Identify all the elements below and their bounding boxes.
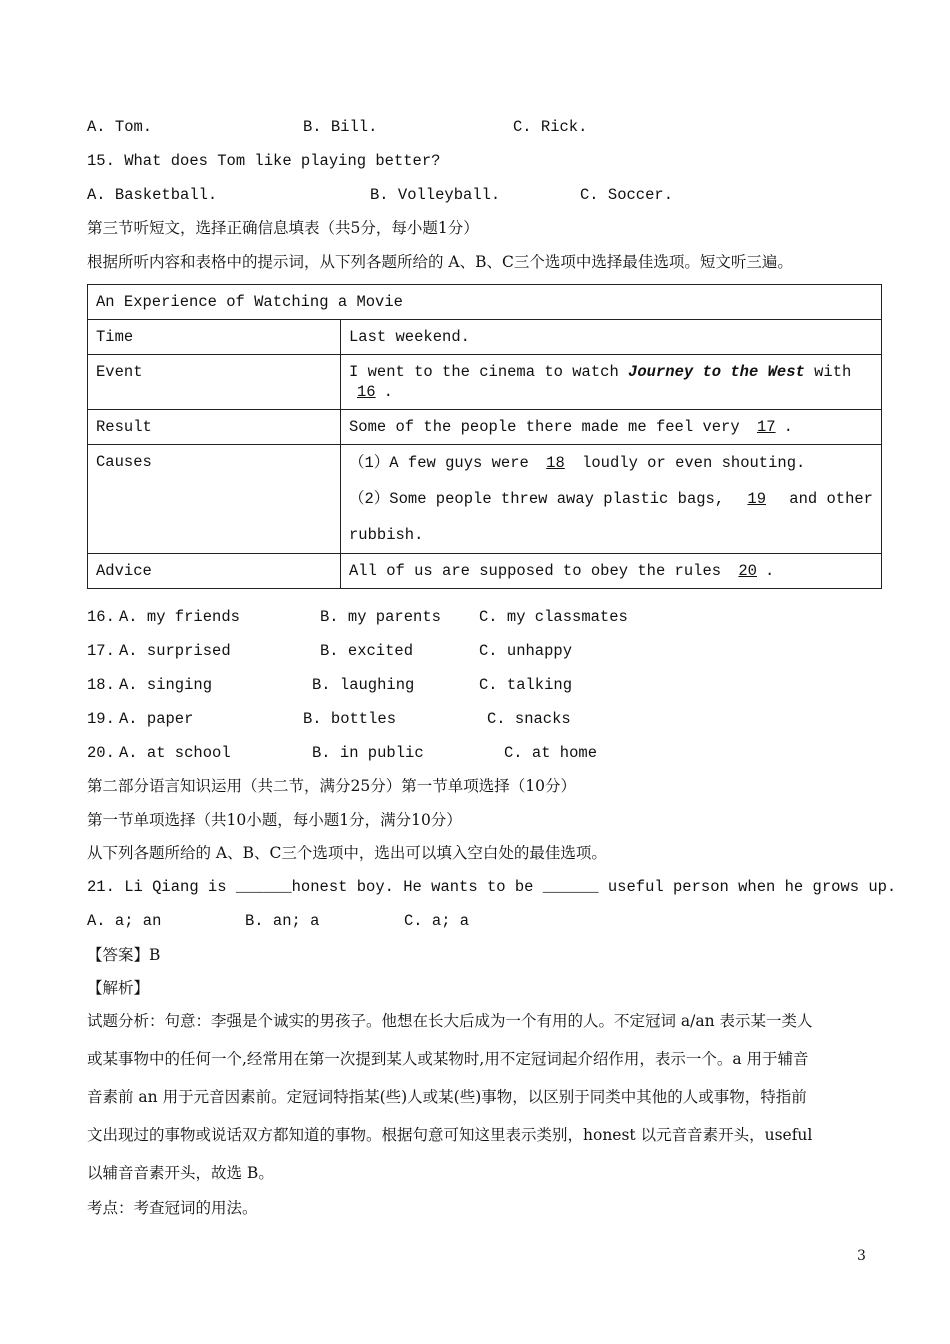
- q14-option-c: C. Rick.: [513, 118, 588, 136]
- option-a: A. at school: [119, 744, 231, 762]
- q21-question: 21. Li Qiang is ______honest boy. He wants to be ______ useful person when he grows up.: [87, 878, 897, 896]
- result-end: .: [783, 418, 793, 436]
- cause-2-continued: rubbish.: [349, 526, 424, 544]
- option-c: C. talking: [479, 676, 573, 694]
- option-c: C. my classmates: [479, 608, 628, 626]
- option-c: C. unhappy: [479, 642, 573, 660]
- answer-label: 【答案】B: [87, 946, 161, 964]
- option-b: B. bottles: [303, 710, 397, 728]
- table-row-time: [88, 320, 882, 355]
- analysis-line: 文出现过的事物或说话双方都知道的事物。根据句意可知这里表示类别，honest 以元音音素开头，useful: [87, 1126, 813, 1144]
- q15-option-c: C. Soccer.: [580, 186, 674, 204]
- q15-question: 15. What does Tom like playing better?: [87, 152, 441, 170]
- option-b: B. my parents: [320, 608, 441, 626]
- q15-option-a: A. Basketball.: [87, 186, 218, 204]
- q21-option-c: C. a; a: [404, 912, 470, 930]
- option-b: B. in public: [312, 744, 424, 762]
- blank-18: 18: [546, 454, 565, 472]
- table-row-causes: [88, 445, 882, 554]
- label-advice: Advice: [88, 554, 341, 589]
- value-advice: [341, 554, 882, 589]
- option-a: A. my friends: [119, 608, 240, 626]
- section3-instruction: 根据所听内容和表格中的提示词，从下列各题所给的 A、B、C三个选项中选择最佳选项。短文听三遍。: [87, 253, 793, 271]
- analysis-text: [87, 1002, 867, 1192]
- blank-17: 17: [756, 418, 776, 436]
- result-text-before: Some of the people there made me feel very: [349, 418, 740, 436]
- analysis-line: 音素前 an 用于元音因素前。定冠词特指某(些)人或某(些)事物，以区别于同类中其他的人或事物，特指前: [87, 1088, 807, 1106]
- blank-16: 16: [357, 383, 376, 401]
- analysis-line: 试题分析：句意：李强是个诚实的男孩子。他想在长大后成为一个有用的人。不定冠词 a/an 表示某一类人: [87, 1012, 813, 1030]
- table-row-advice: [88, 554, 882, 589]
- value-result: [341, 410, 882, 445]
- option-a: A. surprised: [119, 642, 231, 660]
- part2-title: 第二部分语言知识运用（共二节，满分25分）第一节单项选择（10分）: [87, 777, 576, 795]
- q14-option-a: A. Tom.: [87, 118, 153, 136]
- label-result: Result: [88, 410, 341, 445]
- analysis-line: 或某事物中的任何一个,经常用在第一次提到某人或某物时,用不定冠词起介绍作用，表示一个。a 用于辅音: [87, 1050, 809, 1068]
- table-row-event: [88, 355, 882, 410]
- table-title: An Experience of Watching a Movie: [88, 285, 882, 320]
- part2-subtitle: 第一节单项选择（共10小题，每小题1分，满分10分）: [87, 811, 462, 829]
- experience-table: [87, 284, 882, 589]
- analysis-line: 以辅音音素开头，故选 B。: [87, 1164, 274, 1182]
- q14-option-b: B. Bill.: [303, 118, 378, 136]
- value-time: Last weekend.: [341, 320, 882, 355]
- table-row-result: [88, 410, 882, 445]
- value-causes: [341, 445, 882, 554]
- blank-20: 20: [738, 562, 757, 580]
- advice-end: .: [764, 562, 775, 580]
- blank-19: 19: [747, 490, 767, 508]
- part2-instruction: 从下列各题所给的 A、B、C三个选项中，选出可以填入空白处的最佳选项。: [87, 844, 607, 862]
- q15-option-b: B. Volleyball.: [370, 186, 501, 204]
- event-text-before: I went to the cinema to watch: [349, 363, 619, 381]
- label-event: Event: [88, 355, 341, 410]
- event-movie-title: Journey to the West: [628, 363, 805, 381]
- advice-text-before: All of us are supposed to obey the rules: [349, 562, 722, 580]
- event-text-after: with: [814, 363, 852, 381]
- label-time: Time: [88, 320, 341, 355]
- cause-1: （1）A few guys were 18 loudly or even shouting.: [349, 454, 806, 472]
- kaodian: 考点：考查冠词的用法。: [87, 1199, 258, 1217]
- option-c: C. at home: [504, 744, 598, 762]
- event-end: .: [383, 383, 393, 401]
- option-b: B. excited: [320, 642, 414, 660]
- cause-2: （2）Some people threw away plastic bags, 19 and other: [349, 481, 873, 517]
- value-event: [341, 355, 882, 410]
- label-causes: Causes: [88, 445, 341, 554]
- section3-title: 第三节听短文，选择正确信息填表（共5分，每小题1分）: [87, 219, 479, 237]
- table-title-row: [88, 285, 882, 320]
- q21-option-a: A. a; an: [87, 912, 162, 930]
- option-a: A. singing: [119, 676, 213, 694]
- option-c: C. snacks: [487, 710, 571, 728]
- analysis-label: 【解析】: [87, 979, 150, 997]
- option-b: B. laughing: [312, 676, 415, 694]
- page-number: 3: [857, 1248, 866, 1264]
- option-a: A. paper: [119, 710, 194, 728]
- q21-option-b: B. an; a: [245, 912, 320, 930]
